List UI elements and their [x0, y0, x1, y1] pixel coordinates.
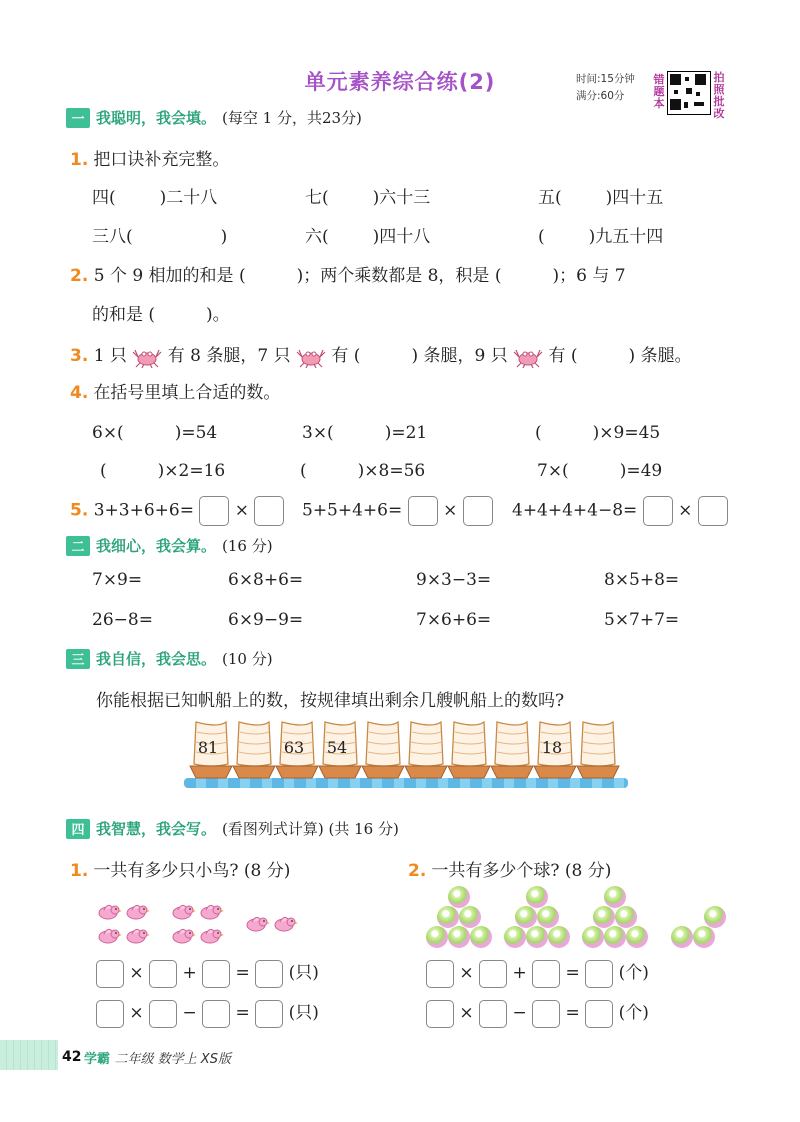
page-title: 单元素养综合练(2): [304, 70, 496, 94]
blank-equation[interactable]: ( )×9=45: [535, 423, 661, 443]
question-4: 4. 在括号里填上合适的数。: [70, 383, 281, 403]
ball-icon: [548, 926, 570, 948]
rhyme-item[interactable]: 六( )四十八: [305, 227, 431, 247]
answer-box[interactable]: [585, 1000, 613, 1028]
sailboat[interactable]: [360, 718, 406, 782]
sailboat-icon: [231, 718, 277, 782]
boat-number: 63: [283, 738, 305, 757]
section-title: 我智慧，我会写。: [96, 820, 217, 838]
question-2-line-2[interactable]: 的和是 ( )。: [92, 305, 230, 325]
sailboat-icon: [489, 718, 535, 782]
section-note: (每空 1 分，共23分): [222, 109, 362, 127]
bird-icon: [272, 912, 298, 934]
calc-item[interactable]: 8×5+8=: [604, 570, 680, 590]
sailboat[interactable]: [575, 718, 621, 782]
brand-logo: 学霸: [84, 1052, 111, 1067]
sailboat[interactable]: [403, 718, 449, 782]
sailboat-prompt: 你能根据已知帆船上的数，按规律填出剩余几艘帆船上的数吗?: [96, 691, 565, 711]
ball-icon: [515, 906, 537, 928]
answer-box[interactable]: [96, 960, 124, 988]
ball-icon: [626, 926, 648, 948]
question-5-item-3: 4+4+4+4−8= ×: [512, 496, 728, 526]
ball-icon: [671, 926, 693, 948]
section-badge: 三: [66, 649, 90, 669]
bird-equation-2: × − = (只): [96, 998, 319, 1028]
sailboat-icon: [575, 718, 621, 782]
section-badge: 四: [66, 819, 90, 839]
question-4-1: 1. 一共有多少只小鸟? (8 分): [70, 861, 291, 881]
blank-equation[interactable]: ( )×8=56: [300, 461, 426, 481]
bird-icon: [198, 924, 224, 946]
blank-equation[interactable]: ( )×2=16: [100, 461, 226, 481]
answer-box[interactable]: [202, 1000, 230, 1028]
sailboat[interactable]: [231, 718, 277, 782]
sailboat-icon: [446, 718, 492, 782]
section-badge: 一: [66, 108, 90, 128]
answer-box[interactable]: [479, 1000, 507, 1028]
calc-item[interactable]: 7×6+6=: [416, 610, 492, 630]
ball-icon: [526, 926, 548, 948]
calc-item[interactable]: 6×8+6=: [228, 570, 304, 590]
section-title: 我自信，我会思。: [96, 650, 217, 668]
answer-box[interactable]: [96, 1000, 124, 1028]
rhyme-item[interactable]: 四( )二十八: [92, 188, 218, 208]
bird-icon: [124, 900, 150, 922]
answer-box[interactable]: [643, 496, 673, 526]
sailboat[interactable]: [317, 718, 363, 782]
calc-item[interactable]: 26−8=: [92, 610, 153, 630]
sailboat[interactable]: [532, 718, 578, 782]
section-4-header: [66, 818, 399, 839]
question-2-line-1[interactable]: 2. 5 个 9 相加的和是 ( )；两个乘数都是 8，积是 ( )；6 与 7: [70, 266, 626, 286]
ball-icon: [459, 906, 481, 928]
answer-box[interactable]: [149, 1000, 177, 1028]
time-limit: 时间:15分钟: [576, 73, 635, 85]
rhyme-item[interactable]: ( )九五十四: [538, 227, 664, 247]
blank-equation[interactable]: 7×( )=49: [537, 461, 663, 481]
sailboat[interactable]: [446, 718, 492, 782]
section-note: (10 分): [222, 650, 273, 668]
ball-icon: [693, 926, 715, 948]
boat-number: 18: [541, 738, 563, 757]
rhyme-item[interactable]: 三八( ): [92, 227, 228, 247]
answer-box[interactable]: [426, 960, 454, 988]
ball-icon: [604, 886, 626, 908]
question-3[interactable]: 3. 1 只 有 8 条腿，7 只 有 ( ) 条腿，9 只 有 ( ) 条腿。: [70, 341, 692, 369]
answer-box[interactable]: [585, 960, 613, 988]
blank-equation[interactable]: 6×( )=54: [92, 423, 218, 443]
answer-box[interactable]: [202, 960, 230, 988]
ball-icon: [537, 906, 559, 928]
footer-band: [0, 1040, 58, 1070]
section-note: (16 分): [222, 537, 273, 555]
ball-icon: [704, 906, 726, 928]
answer-box[interactable]: [698, 496, 728, 526]
bird-equation-1: × + = (只): [96, 958, 319, 988]
answer-box[interactable]: [199, 496, 229, 526]
bird-icon: [198, 900, 224, 922]
ball-icon: [426, 926, 448, 948]
section-title: 我聪明，我会填。: [96, 109, 217, 127]
section-3-header: [66, 648, 273, 669]
sailboat-icon: [403, 718, 449, 782]
section-badge: 二: [66, 536, 90, 556]
calc-item[interactable]: 7×9=: [92, 570, 143, 590]
section-note: (看图列式计算) (共 16 分): [222, 820, 399, 838]
crab-icon: [296, 345, 326, 369]
blank-equation[interactable]: 3×( )=21: [302, 423, 428, 443]
answer-box[interactable]: [532, 960, 560, 988]
crab-icon: [513, 345, 543, 369]
answer-box[interactable]: [408, 496, 438, 526]
answer-box[interactable]: [463, 496, 493, 526]
full-score: 满分:60分: [576, 90, 625, 102]
answer-box[interactable]: [255, 1000, 283, 1028]
book-info: [84, 1048, 231, 1067]
calc-item[interactable]: 5×7+7=: [604, 610, 680, 630]
answer-box[interactable]: [149, 960, 177, 988]
crab-icon: [132, 345, 162, 369]
question-5-item-2: 5+5+4+6= ×: [302, 496, 493, 526]
sailboat-icon: [360, 718, 406, 782]
ball-icon: [615, 906, 637, 928]
ball-icon: [504, 926, 526, 948]
bird-icon: [170, 924, 196, 946]
question-5-item-1: 5. 3+3+6+6= ×: [70, 496, 284, 526]
page-number: 42: [62, 1049, 82, 1065]
question-4-2: 2. 一共有多少个球? (8 分): [408, 861, 612, 881]
ball-icon: [448, 926, 470, 948]
ball-icon: [604, 926, 626, 948]
wrong-book-label: 错 题 本: [653, 73, 665, 110]
photo-grading-label: 拍 照 批 改: [713, 71, 725, 120]
ball-icon: [437, 906, 459, 928]
sailboat[interactable]: [188, 718, 234, 782]
ball-equation-2: × − = (个): [426, 998, 649, 1028]
bird-icon: [124, 924, 150, 946]
sailboat[interactable]: [489, 718, 535, 782]
bird-icon: [96, 900, 122, 922]
answer-box[interactable]: [426, 1000, 454, 1028]
sailboat-row: [188, 718, 628, 788]
rhyme-item[interactable]: 五( )四十五: [538, 188, 664, 208]
section-title: 我细心，我会算。: [96, 537, 217, 555]
answer-box[interactable]: [532, 1000, 560, 1028]
bird-icon: [244, 912, 270, 934]
answer-box[interactable]: [254, 496, 284, 526]
ball-icon: [526, 886, 548, 908]
qr-code-icon[interactable]: [667, 71, 711, 115]
answer-box[interactable]: [255, 960, 283, 988]
bird-icon: [170, 900, 196, 922]
ball-icon: [448, 886, 470, 908]
answer-box[interactable]: [479, 960, 507, 988]
section-1-header: [66, 107, 362, 128]
rhyme-item[interactable]: 七( )六十三: [305, 188, 431, 208]
sailboat[interactable]: [274, 718, 320, 782]
ball-icon: [593, 906, 615, 928]
ball-equation-1: × + = (个): [426, 958, 649, 988]
ball-icon: [582, 926, 604, 948]
calc-item[interactable]: 9×3−3=: [416, 570, 492, 590]
ball-icon: [470, 926, 492, 948]
calc-item[interactable]: 6×9−9=: [228, 610, 304, 630]
grade-label: 二年级 数学上 XS版: [114, 1052, 231, 1067]
boat-number: 54: [326, 738, 348, 757]
bird-icon: [96, 924, 122, 946]
question-1: 1. 把口诀补充完整。: [70, 150, 230, 170]
boat-number: 81: [197, 738, 219, 757]
section-2-header: [66, 535, 273, 556]
